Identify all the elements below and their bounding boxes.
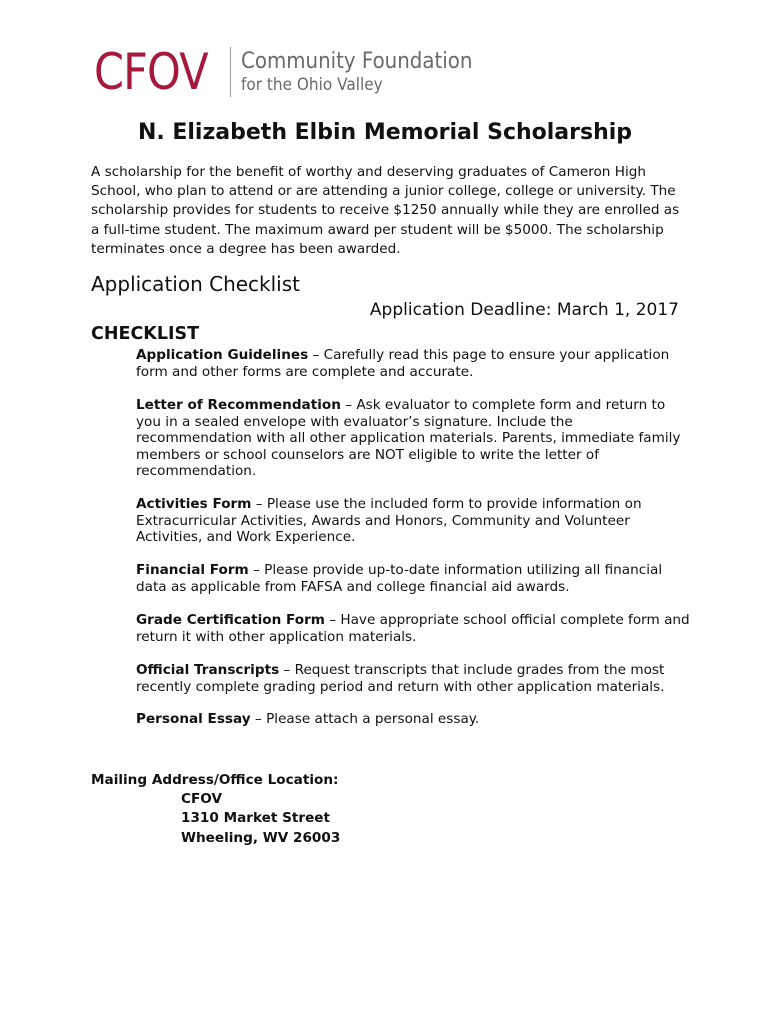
application-deadline: Application Deadline: March 1, 2017 — [369, 300, 679, 320]
checklist-item — [110, 711, 690, 728]
checklist-item — [110, 612, 690, 645]
logo-wordmark — [241, 49, 498, 95]
checkbox-bullet-icon — [110, 711, 136, 728]
checklist-item-text — [136, 496, 690, 546]
address-line: CFOV — [181, 791, 222, 807]
checklist-item-label: Official Transcripts — [136, 662, 280, 678]
address-line: 1310 Market Street — [181, 810, 331, 827]
mailing-heading: Mailing Address/Office Location: — [91, 772, 339, 788]
checkbox-bullet-icon — [110, 347, 136, 380]
checklist-item-label: Letter of Recommendation — [136, 397, 341, 413]
checklist-item-description: – Please use the included form to provide information on Extracurricular Activities, Awards and Honors, Community and Volunteer Activities, and Work Experience. — [136, 496, 642, 546]
checkbox-bullet-icon — [110, 612, 136, 645]
checklist-item-text — [136, 347, 690, 380]
logo-line-1: Community Foundation — [241, 49, 473, 74]
checklist-item-label: Financial Form — [136, 562, 249, 578]
logo-divider — [230, 47, 231, 97]
checklist-item-text — [136, 562, 690, 595]
checklist-item-text — [136, 662, 690, 695]
checklist-item-description: – Please attach a personal essay. — [250, 711, 480, 727]
mailing-address — [181, 790, 340, 848]
section-heading: Application Checklist — [91, 272, 301, 296]
checklist-item-label: Application Guidelines — [136, 347, 309, 363]
checklist-item-description: – Have appropriate school official complete form and return it with other application materials. — [136, 612, 690, 645]
checkbox-bullet-icon — [110, 662, 136, 695]
checklist-item-label: Personal Essay — [136, 711, 251, 727]
checklist-item-text — [136, 612, 690, 645]
checklist-item — [110, 347, 690, 380]
logo-line-2: for the Ohio Valley — [241, 75, 383, 95]
checkbox-bullet-icon — [110, 397, 136, 480]
checklist-item-description: – Ask evaluator to complete form and return to you in a sealed envelope with evaluator’s signature. Include the recommendation with all other application materials. Parents, immediate family members or school counselors are NOT eligible to write the letter of recommendation. — [136, 397, 681, 480]
checklist-item — [110, 496, 690, 546]
intro-paragraph: A scholarship for the benefit of worthy and deserving graduates of Cameron High School, who plan to attend or are attending a junior college, college or university. The scholarship provides for students to receive $1250 annually while they are enrolled as a full-time student. The maximum award per student will be $5000. The scholarship terminates once a degree has been awarded. — [91, 164, 680, 257]
page-title: N. Elizabeth Elbin Memorial Scholarship — [137, 120, 633, 145]
checklist-item — [110, 662, 690, 695]
cfov-logo — [94, 44, 498, 100]
checklist-item-label: Grade Certification Form — [136, 612, 325, 628]
checklist-item-description: – Carefully read this page to ensure your application form and other forms are complete and accurate. — [136, 347, 670, 380]
checklist-item-text — [136, 397, 690, 480]
checklist-item-description: – Please provide up-to-date information utilizing all financial data as applicable from FAFSA and college financial aid awards. — [136, 562, 663, 595]
checklist-item — [110, 562, 690, 595]
checkbox-bullet-icon — [110, 496, 136, 546]
checklist-item-label: Activities Form — [136, 496, 252, 512]
checkbox-bullet-icon — [110, 562, 136, 595]
address-line: Wheeling, WV 26003 — [181, 829, 341, 846]
checklist-heading: CHECKLIST — [91, 324, 200, 344]
checklist-item — [110, 397, 690, 480]
checklist-item-text — [136, 711, 690, 728]
logo-mark: CFOV — [94, 43, 208, 101]
checklist-item-description: – Request transcripts that include grades from the most recently complete grading period and return with other application materials. — [136, 662, 665, 695]
